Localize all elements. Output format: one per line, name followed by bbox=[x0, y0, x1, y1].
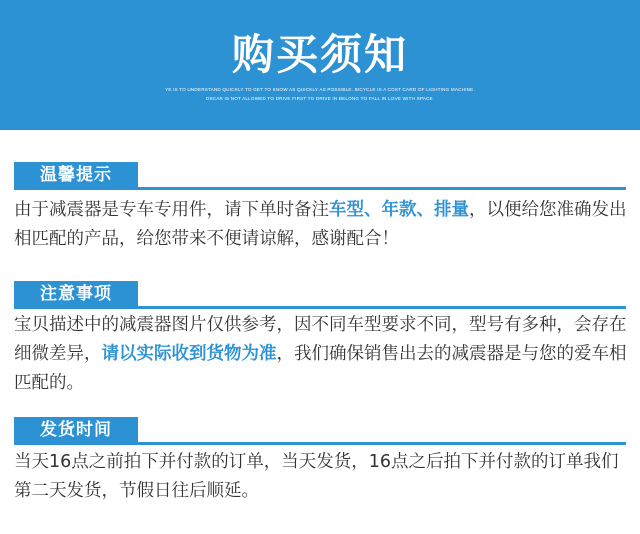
section-text-shipping-time bbox=[14, 448, 628, 506]
text: 由于减震器是专车专用件，请下单时备注 bbox=[14, 200, 329, 220]
highlight-text: 请以实际收到货物为准 bbox=[101, 344, 277, 364]
text: 当天16点之前拍下并付款的订单，当天发货，16点之后拍下并付款的订单我们第二天发货，节假日往后顺延。 bbox=[14, 452, 619, 501]
section-divider bbox=[14, 306, 626, 309]
header-banner bbox=[0, 0, 640, 130]
section-text-warm-tips bbox=[14, 196, 628, 254]
page-title: 购买须知 bbox=[231, 30, 408, 79]
text: ，我们确保销售出去的减震器是与您的爱车相匹配的。 bbox=[14, 344, 627, 393]
banner-subtitle-line-2: OSCAR IS NOT ALLOWED TO DRIVE FIRST TO DRIVE IN BELONG TO FALL IN LOVE WITH SPACE. bbox=[205, 96, 435, 101]
section-text-notes bbox=[14, 311, 628, 398]
section-divider bbox=[14, 442, 626, 445]
section-label-notes: 注意事项 bbox=[14, 281, 138, 307]
highlight-text: 车型、年款、排量 bbox=[329, 200, 469, 220]
section-label-shipping-time: 发货时间 bbox=[14, 417, 138, 443]
text: 宝贝描述中的减震器图片仅供参考，因不同车型要求不同，型号有多种，会存在细微差异， bbox=[14, 315, 627, 364]
text: ，以便给您准确发出相匹配的产品，给您带来不便请谅解，感谢配合！ bbox=[14, 200, 627, 249]
banner-subtitle-line-1: YE IS TO UNDERSTAND QUICKLY TO GET TO KNOW AS QUICKLY AS POSSIBLE. BICYCLE IS A COST CARD OF LIGHTING MACHINE. bbox=[165, 87, 475, 92]
section-label-warm-tips: 温馨提示 bbox=[14, 162, 138, 188]
section-divider bbox=[14, 187, 626, 190]
